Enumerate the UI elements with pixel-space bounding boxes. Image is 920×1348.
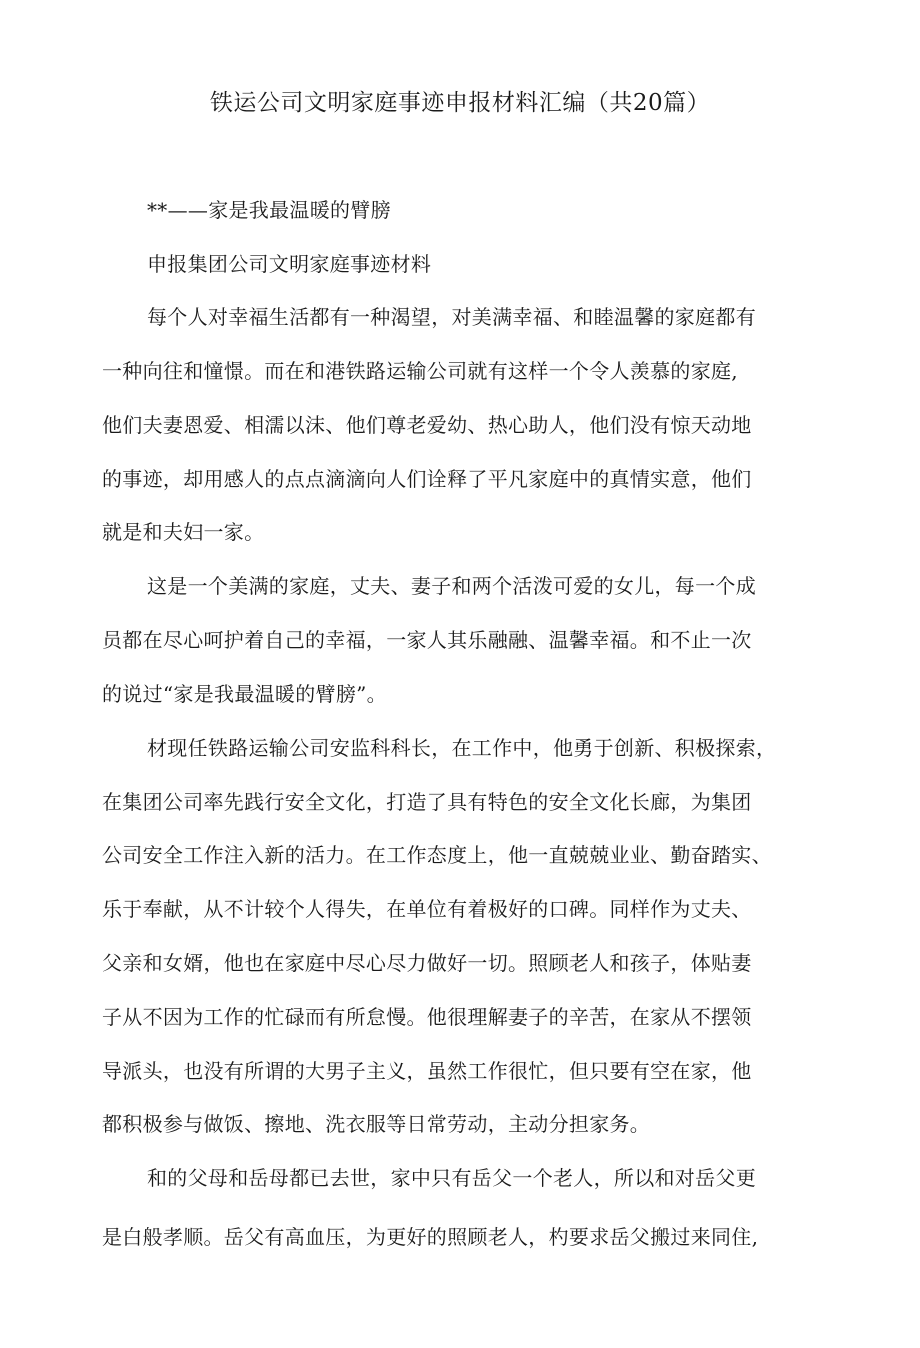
document-title: 铁运公司文明家庭事迹申报材料汇编（共20篇） (209, 90, 711, 116)
text-line: 是白般孝顺。岳父有高血压，为更好的照顾老人，杓要求岳父搬过来同住, (102, 1225, 759, 1249)
subtitle: **——家是我最温暖的臂膀 (147, 198, 391, 222)
text-line: 在集团公司率先践行安全文化，打造了具有特色的安全文化长廊，为集团 (102, 790, 752, 814)
text-line: 材现任铁路运输公司安监科科长，在工作中，他勇于创新、积极探索， (147, 736, 777, 760)
text-line: 一种向往和憧憬。而在和港铁路运输公司就有这样一个令人羡慕的家庭, (102, 359, 738, 383)
text-line: 的说过“家是我最温暖的臂膀”。 (102, 682, 387, 706)
text-line: 的事迹，却用感人的点点滴滴向人们诠释了平凡家庭中的真情实意，他们 (102, 467, 752, 491)
text-line: 员都在尽心呵护着自己的幸福，一家人其乐融融、温馨幸福。和不止一次 (102, 628, 752, 652)
text-line: 每个人对幸福生活都有一种渴望，对美满幸福、和睦温馨的家庭都有 (147, 305, 756, 329)
text-line: 和的父母和岳母都已去世，家中只有岳父一个老人，所以和对岳父更 (147, 1166, 756, 1190)
text-line: 父亲和女婿，他也在家庭中尽心尽力做好一切。照顾老人和孩子，体贴妻 (102, 951, 752, 975)
text-line: 子从不因为工作的忙碌而有所怠慢。他很理解妻子的辛苦，在家从不摆领 (102, 1005, 752, 1029)
text-line: 就是和夫妇一家。 (102, 520, 265, 544)
text-line: 都积极参与做饭、擦地、洗衣服等日常劳动，主动分担家务。 (102, 1112, 651, 1136)
text-line: 导派头，也没有所谓的大男子主义，虽然工作很忙，但只要有空在家，他 (102, 1059, 752, 1083)
text-line: 乐于奉献，从不计较个人得失，在单位有着极好的口碑。同样作为丈夫、 (102, 897, 752, 921)
section-heading: 申报集团公司文明家庭事迹材料 (147, 252, 432, 276)
text-line: 公司安全工作注入新的活力。在工作态度上，他一直兢兢业业、勤奋踏实、 (102, 843, 772, 867)
text-line: 这是一个美满的家庭，丈夫、妻子和两个活泼可爱的女儿，每一个成 (147, 574, 756, 598)
text-line: 他们夫妻恩爱、相濡以沫、他们尊老爱幼、热心助人，他们没有惊天动地 (102, 413, 752, 437)
